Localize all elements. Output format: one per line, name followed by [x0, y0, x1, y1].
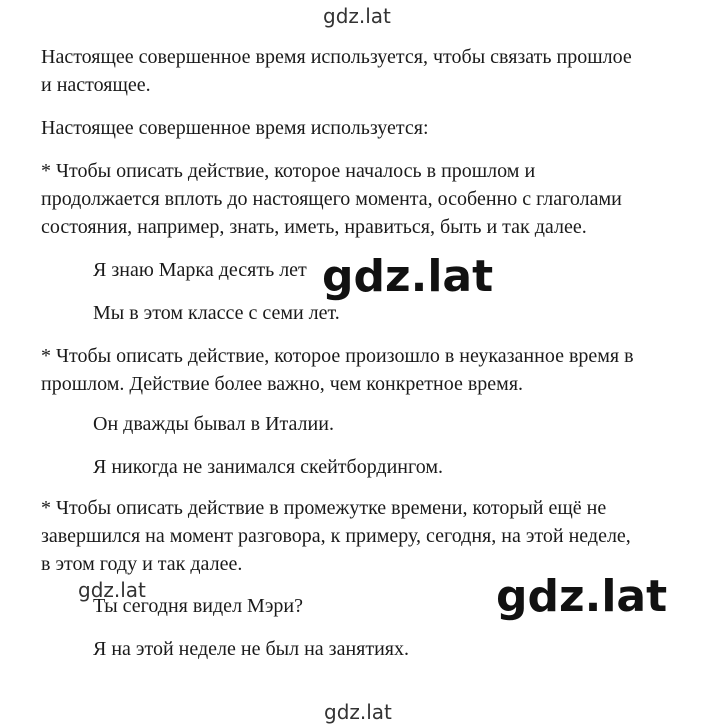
intro-line: Настоящее совершенное время используется, чтобы связать прошлое — [41, 46, 632, 68]
point-3-line: * Чтобы описать действие в промежутке времени, который ещё не — [41, 497, 607, 519]
example-3: Он дважды бывал в Италии. — [93, 413, 334, 435]
point-3-line: в этом году и так далее. — [41, 553, 243, 575]
watermark-big-middle: gdz.lat — [322, 251, 494, 302]
point-3 — [41, 494, 631, 578]
point-1-line: продолжается вплоть до настоящего момента, особенно с глаголами — [41, 188, 622, 210]
point-1 — [41, 157, 622, 241]
watermark-top: gdz.lat — [323, 4, 391, 28]
intro-line: и настоящее. — [41, 74, 151, 96]
example-1: Я знаю Марка десять лет — [93, 259, 307, 281]
point-3-line: завершился на момент разговора, к примеру, сегодня, на этой неделе, — [41, 525, 631, 547]
point-2-line: прошлом. Действие более важно, чем конкретное время. — [41, 373, 524, 395]
point-1-line: * Чтобы описать действие, которое началось в прошлом и — [41, 160, 536, 182]
example-6: Я на этой неделе не был на занятиях. — [93, 638, 409, 660]
watermark-big-right: gdz.lat — [496, 571, 668, 622]
watermark-small-left: gdz.lat — [78, 578, 146, 602]
point-2 — [41, 342, 634, 398]
uses-heading: Настоящее совершенное время используется: — [41, 117, 429, 139]
example-4: Я никогда не занимался скейтбордингом. — [93, 456, 443, 478]
example-2: Мы в этом классе с семи лет. — [93, 302, 340, 324]
point-1-line: состояния, например, знать, иметь, нравиться, быть и так далее. — [41, 216, 587, 238]
intro-paragraph — [41, 43, 632, 99]
point-2-line: * Чтобы описать действие, которое произошло в неуказанное время в — [41, 345, 634, 367]
example-5: Ты сегодня видел Мэри? — [93, 595, 303, 617]
watermark-bottom: gdz.lat — [324, 700, 392, 724]
